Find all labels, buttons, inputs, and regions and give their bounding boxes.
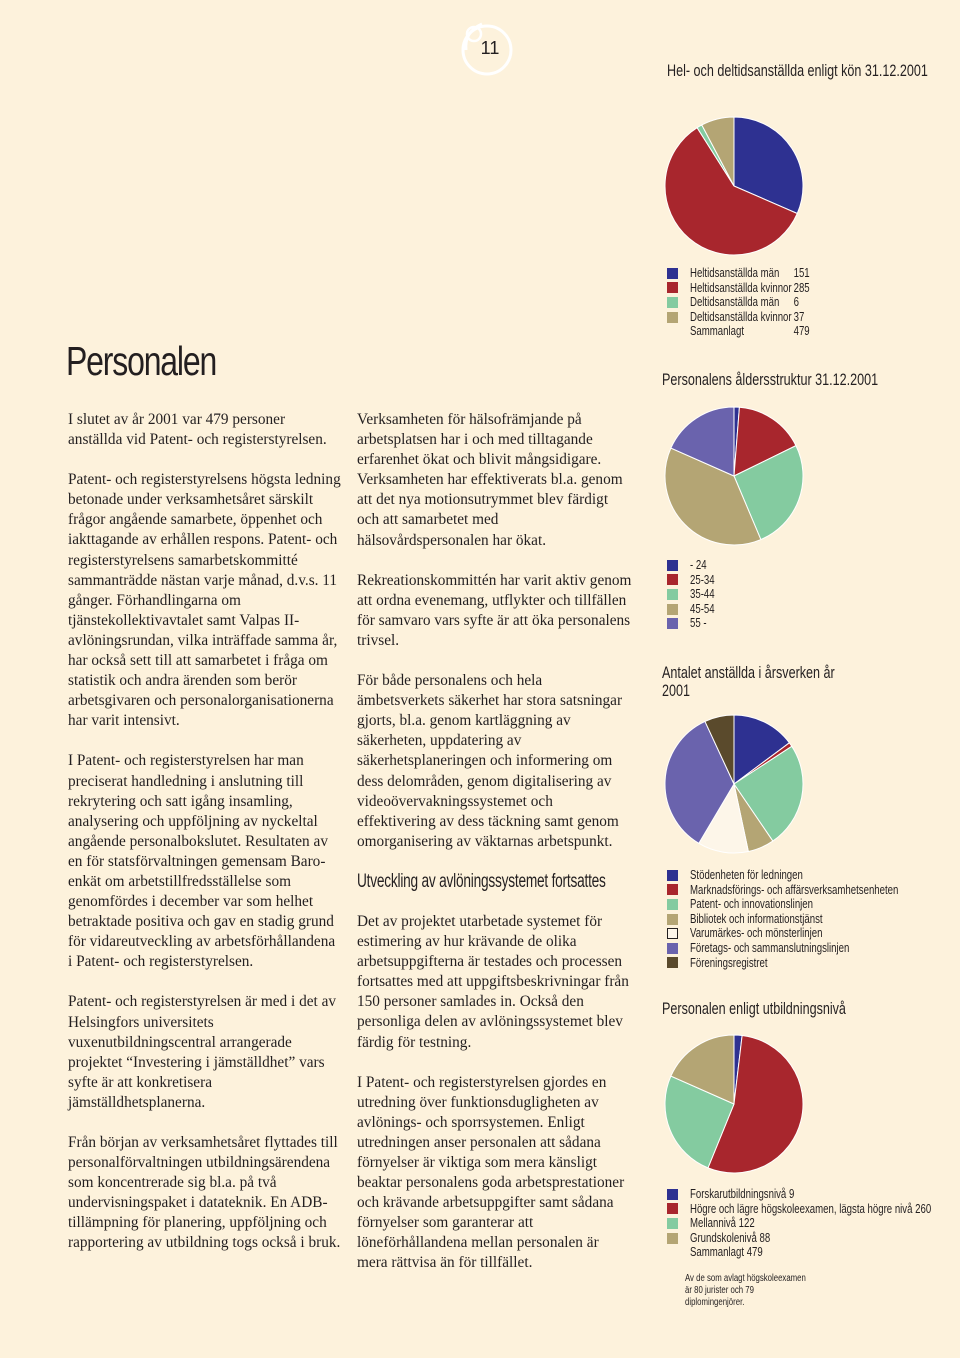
legend-label: Stödenheten för ledningen [690, 867, 803, 882]
legend-swatch [667, 297, 678, 308]
page-title: Personalen [66, 338, 217, 384]
legend-label: Marknadsförings- och affärsverksamhetsenheten [690, 881, 899, 897]
legend-item [667, 602, 723, 617]
legend-total [667, 324, 852, 339]
legend-item [667, 266, 852, 281]
legend-value: 285 [793, 279, 810, 295]
legend-units [667, 868, 960, 970]
paragraph: I slutet av år 2001 var 479 personer anställda vid Patent- och registerstyrelsen. [68, 411, 327, 449]
legend-label: 55 - [690, 615, 707, 631]
legend-gender [667, 266, 852, 339]
chart-title-units: Antalet anställda i årsverken år 2001 [662, 663, 835, 700]
legend-swatch [667, 560, 678, 571]
pie-chart-education [664, 1034, 804, 1174]
legend-item [667, 573, 723, 588]
pie-chart-gender [664, 116, 804, 256]
paragraph: För både personalens och hela ämbetsverkets säkerhet har stora satsningar gjorts, bl.a. genom kartläggning av säkerheten, uppdatering av säkerhetsplaneringen och informering om dess delområden, genom digitalisering av videoövervakningssystemet och effektivering av dess täckning samt genom omorganisering av väktarnas arbetspunkt. [357, 672, 623, 850]
legend-swatch [667, 604, 678, 615]
legend-item [667, 295, 852, 310]
legend-item [667, 1216, 960, 1231]
legend-swatch [667, 914, 678, 925]
legend-item [667, 587, 723, 602]
paragraph: Patent- och registerstyrelsen är med i det av Helsingfors universitets vuxenutbildningscentral arrangerade projektet “Investering i jämställdhet” vars syfte är att konkretisera jämställdhetsplanerna. [68, 993, 337, 1111]
text-column-2 [357, 410, 632, 1294]
legend-value: 37 [793, 308, 805, 324]
legend-swatch [667, 1218, 678, 1229]
legend-value: 88 [759, 1229, 771, 1245]
legend-item [667, 912, 960, 927]
legend-label: Deltidsanställda män [690, 294, 780, 310]
legend-item [667, 926, 960, 941]
legend-item [667, 1202, 960, 1217]
legend-label: Forskarutbildningsnivå [690, 1186, 787, 1201]
paragraph: Patent- och registerstyrelsens högsta ledning betonade under verksamhetsåret särskilt frågor angående samarbete, öppenhet och iakttagande av erhållen respons. Patent- och registerstyrelsens samarbetskommitté sammanträdde nästan varje månad, d.v.s. 11 gånger. Förhandlingarna om tjänstekollektivavtalet samt Valpas II-avlöningsrundan, vilka inträffade samma år, har också sett till att samarbetet i fråga om statistik och andra ärenden som berör arbetsgivaren och personalorganisationerna har varit intensivt. [68, 471, 341, 730]
legend-total-label: Sammanlagt [690, 323, 745, 339]
legend-item [667, 558, 723, 573]
legend-label: 35-44 [690, 586, 715, 602]
legend-swatch [667, 574, 678, 585]
legend-swatch [667, 1189, 678, 1200]
legend-total-value: 479 [793, 323, 810, 339]
legend-swatch [667, 899, 678, 910]
legend-swatch [667, 268, 678, 279]
legend-swatch [667, 928, 678, 939]
pie-chart-age [664, 406, 804, 546]
chart-title-gender: Hel- och deltidsanställda enligt kön 31.12.2001 [667, 61, 928, 80]
chart-title-education: Personalen enligt utbildningsnivå [662, 999, 846, 1018]
legend-item [667, 897, 960, 912]
legend-swatch [667, 884, 678, 895]
legend-label: Föreningsregistret [690, 954, 768, 970]
section-subheading: Utveckling av avlöningssystemet fortsattes [357, 870, 606, 892]
legend-label: - 24 [690, 557, 707, 572]
legend-value: 9 [788, 1186, 795, 1201]
pie-chart-units [664, 714, 804, 854]
paragraph: Rekreationskommittén har varit aktiv genom att ordna evenemang, utflykter och tillfällen för samvaro vars syfte är att öka personalens trivsel. [357, 571, 632, 649]
legend-value: 122 [738, 1215, 755, 1231]
legend-item [667, 941, 960, 956]
legend-item [667, 281, 852, 296]
legend-label: Bibliotek och informationstjänst [690, 910, 823, 926]
paragraph: I Patent- och registerstyrelsen gjordes en utredning över funktionsdugligheten av avlönings- och sporrsystemen. Enligt utredningen anser personalen att sådana förnyelser är viktiga som mera känsligt beaktar personalens goda arbetsprestationer och krävande arbetsuppgifter samt sådana förnyelser som garanterar att löneförhållandena mellan personalen är mera rättvisa än för tillfället. [357, 1073, 625, 1272]
legend-label: 45-54 [690, 600, 715, 616]
paragraph: I Patent- och registerstyrelsen har man preciserat handledning i anslutning till rekrytering och satt igång insamling, analysering och uppföljning av nyckeltal angående personalbokslutet. Resultaten av en för statsförvaltningen gemensam Baro-enkät om arbetstillfredsställelse som genomfördes i december var som helhet betraktade positiva och gav en stadig grund för vidareutveckling av arbetsförhållandena i Patent- och registerstyrelsen. [68, 752, 336, 971]
legend-item [667, 956, 960, 971]
chart-title-age: Personalens åldersstruktur 31.12.2001 [662, 370, 879, 389]
legend-label: Deltidsanställda kvinnor [690, 308, 792, 324]
education-footnote: Av de som avlagt högskoleexamen är 80 jurister och 79 diplomingenjörer. [685, 1273, 806, 1308]
legend-label: 25-34 [690, 571, 715, 587]
legend-swatch [667, 312, 678, 323]
legend-label: Varumärkes- och mönsterlinjen [690, 925, 823, 941]
legend-label: Heltidsanställda kvinnor [690, 279, 792, 295]
legend-swatch [667, 282, 678, 293]
page-number: 11 [480, 38, 500, 58]
legend-swatch [667, 943, 678, 954]
legend-value: 260 [915, 1200, 932, 1216]
legend-label: Mellannivå [690, 1215, 736, 1231]
text-column-1 [68, 410, 343, 1274]
legend-swatch [667, 870, 678, 881]
legend-value: 6 [793, 294, 799, 310]
legend-education [667, 1187, 960, 1260]
legend-item [667, 868, 960, 883]
legend-item [667, 616, 723, 631]
legend-total [667, 1245, 960, 1260]
legend-swatch [667, 589, 678, 600]
legend-value: 151 [793, 265, 810, 280]
legend-label: Heltidsanställda män [690, 265, 780, 280]
legend-item [667, 1187, 960, 1202]
legend-label: Patent- och innovationslinjen [690, 896, 814, 912]
legend-item [667, 883, 960, 898]
legend-total-value: 479 [746, 1244, 763, 1260]
legend-swatch [667, 618, 678, 629]
legend-swatch [667, 1203, 678, 1214]
paragraph: Det av projektet utarbetade systemet för estimering av hur krävande de olika arbetsuppgifterna är testades och processen fortsattes med att uppgiftsbeskrivningar från 150 personer samlades in. Också den personliga delen av avlöningssystemet blev färdig för testning. [357, 912, 629, 1051]
legend-label: Högre och lägre högskoleexamen, lägsta högre nivå [690, 1200, 913, 1216]
paragraph: Från början av verksamhetsåret flyttades till personalförvaltningen utbildningsärendena som koncentrerade sig bl.a. på två undervisningspaket i datateknik. En ADB-tillämpning för planering, uppföljning och rapportering av utbildning togs också i bruk. [68, 1134, 341, 1252]
legend-swatch [667, 957, 678, 968]
legend-total-label: Sammanlagt [690, 1244, 745, 1260]
legend-label: Grundskolenivå [690, 1229, 757, 1245]
legend-item [667, 310, 852, 325]
legend-label: Företags- och sammanslutningslinjen [690, 939, 850, 955]
legend-swatch [667, 1233, 678, 1244]
legend-item [667, 1231, 960, 1246]
paragraph: Verksamheten för hälsofrämjande på arbetsplatsen har i och med tilltagande erfarenhet ökat och blivit mångsidigare. Verksamheten har effektiverats bl.a. genom att det nya motionsutrymmet blev färdigt och att samarbetet med hälsovårdspersonalen har ökat. [357, 411, 623, 549]
legend-age [667, 558, 723, 631]
